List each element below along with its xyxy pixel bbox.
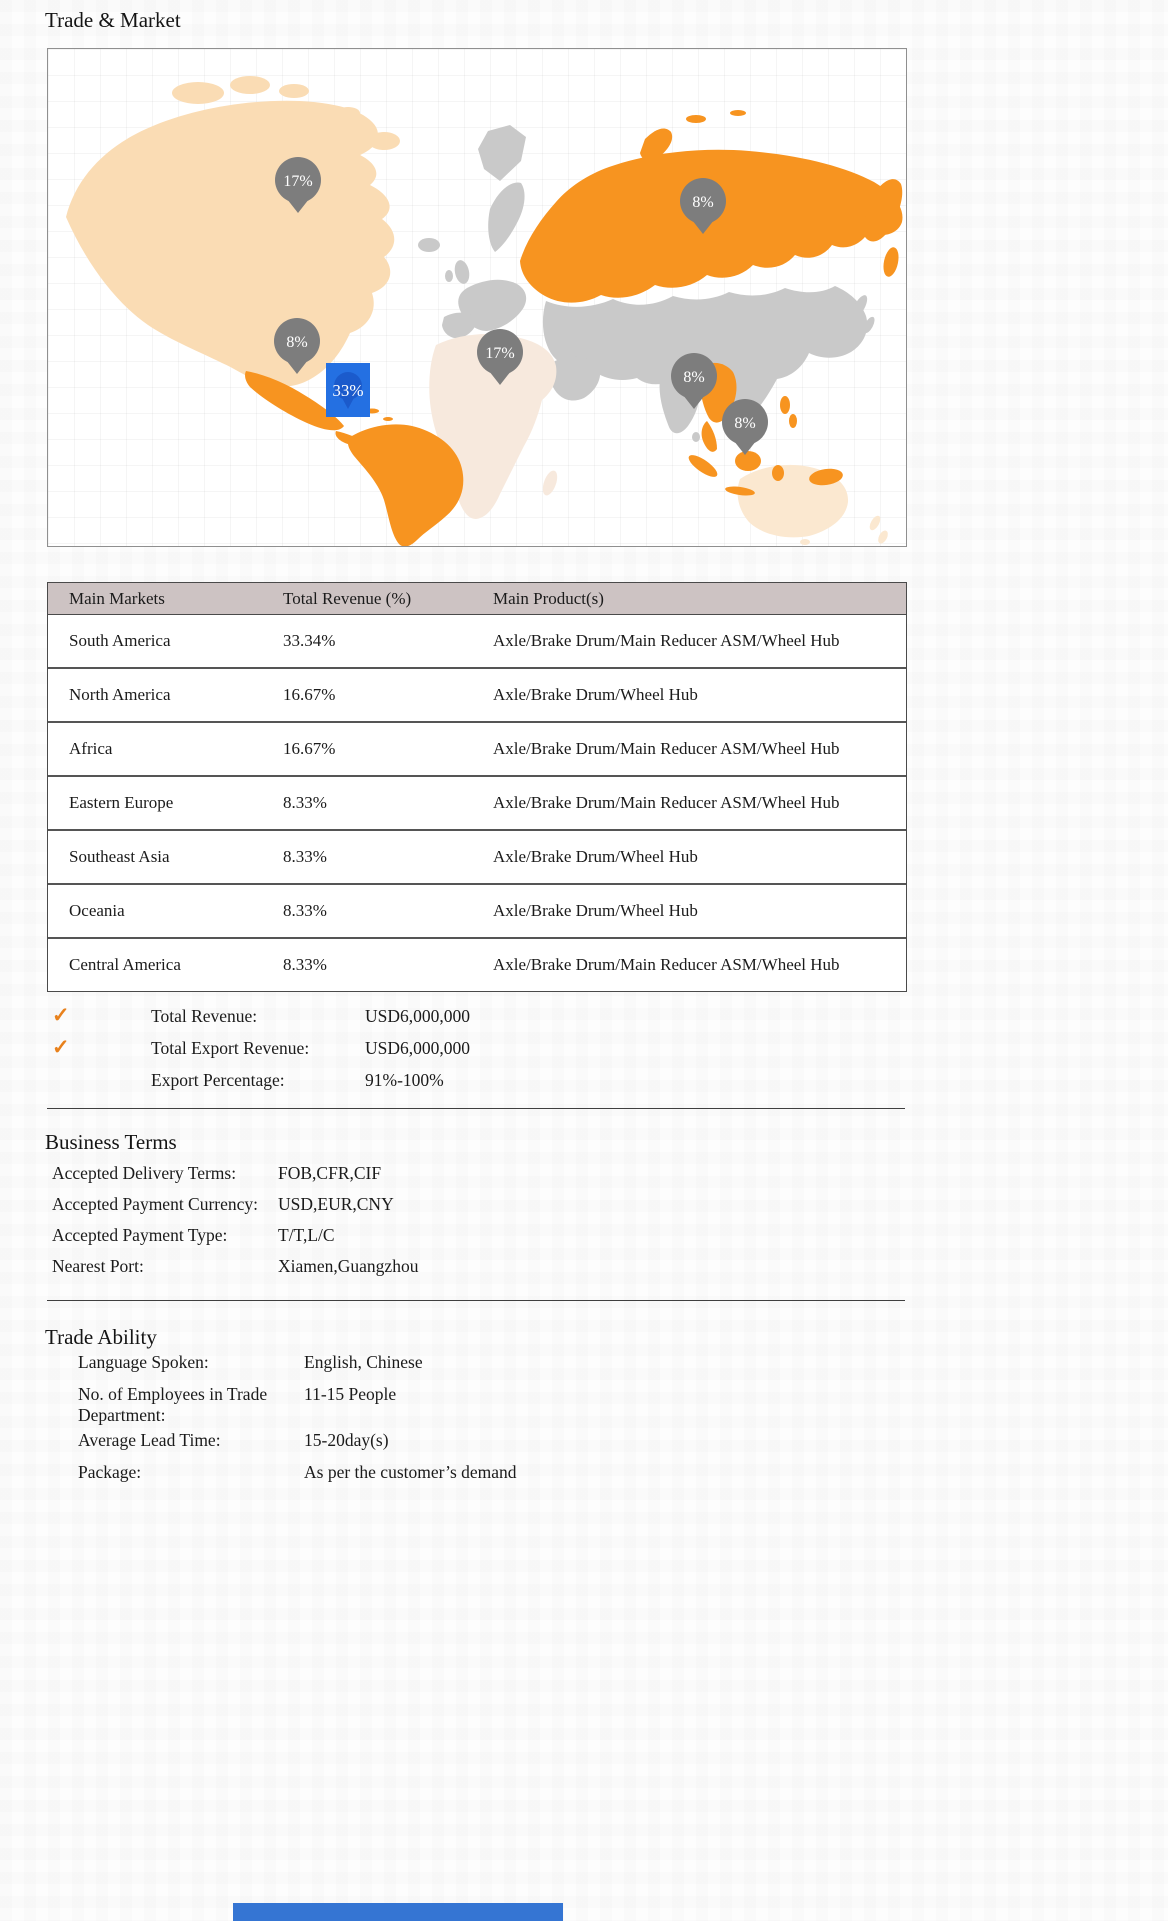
term-label: Package:	[78, 1462, 142, 1482]
cell-market: Southeast Asia	[69, 847, 170, 866]
cell-market: Africa	[69, 739, 113, 758]
pin-label-north-america: 17%	[283, 173, 313, 190]
cell-market: South America	[69, 631, 171, 650]
table-row	[48, 615, 906, 669]
summary-row-total-revenue	[47, 1002, 905, 1034]
list-item	[47, 1253, 905, 1284]
term-label: Accepted Payment Type:	[52, 1225, 228, 1245]
cell-market: Eastern Europe	[69, 793, 174, 812]
cell-products: Axle/Brake Drum/Wheel Hub	[493, 901, 698, 920]
business-terms-heading: Business Terms	[45, 1130, 177, 1154]
map-marker-south-america-selected	[326, 363, 370, 417]
list-item	[47, 1427, 905, 1459]
term-value: Xiamen,Guangzhou	[278, 1256, 419, 1276]
term-label: Nearest Port:	[52, 1256, 144, 1276]
list-item	[47, 1160, 905, 1191]
table-row	[48, 885, 906, 939]
term-value: 11-15 People	[304, 1384, 397, 1404]
cell-products: Axle/Brake Drum/Main Reducer ASM/Wheel Hub	[493, 955, 840, 974]
term-label: Accepted Payment Currency:	[52, 1194, 259, 1214]
cell-products: Axle/Brake Drum/Wheel Hub	[493, 685, 698, 704]
summary-row-export-percentage	[47, 1066, 905, 1098]
summary-label: Total Revenue:	[151, 1006, 258, 1026]
cell-products: Axle/Brake Drum/Main Reducer ASM/Wheel Hub	[493, 739, 840, 758]
pin-label-eastern-europe: 8%	[692, 194, 714, 211]
summary-value: 91%-100%	[365, 1070, 444, 1090]
checkmark-icon: ✓	[52, 1003, 70, 1027]
table-row	[48, 669, 906, 723]
summary-value: USD6,000,000	[365, 1006, 471, 1026]
section-divider	[47, 1108, 905, 1109]
term-value: T/T,L/C	[278, 1225, 335, 1245]
cell-revenue: 8.33%	[283, 901, 327, 920]
term-value: As per the customer’s demand	[304, 1462, 517, 1482]
list-item	[47, 1381, 905, 1427]
summary-value: USD6,000,000	[365, 1038, 471, 1058]
cell-products: Axle/Brake Drum/Main Reducer ASM/Wheel Hub	[493, 793, 840, 812]
summary-label: Export Percentage:	[151, 1070, 285, 1090]
cell-products: Axle/Brake Drum/Wheel Hub	[493, 847, 698, 866]
cell-revenue: 8.33%	[283, 793, 327, 812]
term-label: Language Spoken:	[78, 1352, 209, 1372]
summary-row-total-export-revenue	[47, 1034, 905, 1066]
summary-label: Total Export Revenue:	[151, 1038, 310, 1058]
pin-label-southeast-asia: 8%	[683, 369, 705, 386]
column-header-total-revenue: Total Revenue (%)	[283, 588, 412, 608]
term-label: Accepted Delivery Terms:	[52, 1163, 237, 1183]
term-value: FOB,CFR,CIF	[278, 1163, 382, 1183]
world-market-map	[47, 48, 907, 547]
table-row	[48, 831, 906, 885]
page-title: Trade & Market	[45, 8, 181, 32]
map-region-north-america	[66, 76, 400, 387]
pin-label-africa: 17%	[485, 345, 515, 362]
term-value: USD,EUR,CNY	[278, 1194, 394, 1214]
term-value: English, Chinese	[304, 1352, 423, 1372]
cell-revenue: 16.67%	[283, 739, 336, 758]
table-row	[48, 777, 906, 831]
cell-revenue: 16.67%	[283, 685, 336, 704]
bottom-partial-bar	[233, 1903, 563, 1921]
revenue-summary	[47, 1002, 905, 1098]
list-item	[47, 1191, 905, 1222]
trade-ability-list	[47, 1349, 905, 1491]
table-header-row	[48, 583, 906, 615]
cell-products: Axle/Brake Drum/Main Reducer ASM/Wheel Hub	[493, 631, 840, 650]
term-value: 15-20day(s)	[304, 1430, 389, 1450]
cell-market: Oceania	[69, 901, 125, 920]
trade-ability-heading: Trade Ability	[45, 1325, 157, 1349]
table-row	[48, 723, 906, 777]
column-header-main-markets: Main Markets	[69, 588, 165, 608]
pin-label-oceania: 8%	[734, 415, 756, 432]
cell-revenue: 8.33%	[283, 955, 327, 974]
pin-label-south-america: 33%	[332, 381, 364, 400]
map-pin-oceania	[722, 399, 768, 455]
term-label: No. of Employees in Trade Department:	[78, 1384, 268, 1425]
section-divider	[47, 1300, 905, 1301]
main-markets-table	[47, 582, 907, 992]
cell-market: Central America	[69, 955, 181, 974]
cell-revenue: 33.34%	[283, 631, 336, 650]
list-item	[47, 1349, 905, 1381]
business-terms-list	[47, 1160, 905, 1284]
world-map-svg	[48, 49, 906, 546]
cell-revenue: 8.33%	[283, 847, 327, 866]
column-header-main-products: Main Product(s)	[493, 588, 604, 608]
checkmark-icon: ✓	[52, 1035, 70, 1059]
table-row	[48, 939, 906, 991]
cell-market: North America	[69, 685, 171, 704]
list-item	[47, 1459, 905, 1491]
term-label: Average Lead Time:	[78, 1430, 221, 1450]
list-item	[47, 1222, 905, 1253]
pin-label-central-america: 8%	[286, 334, 308, 351]
